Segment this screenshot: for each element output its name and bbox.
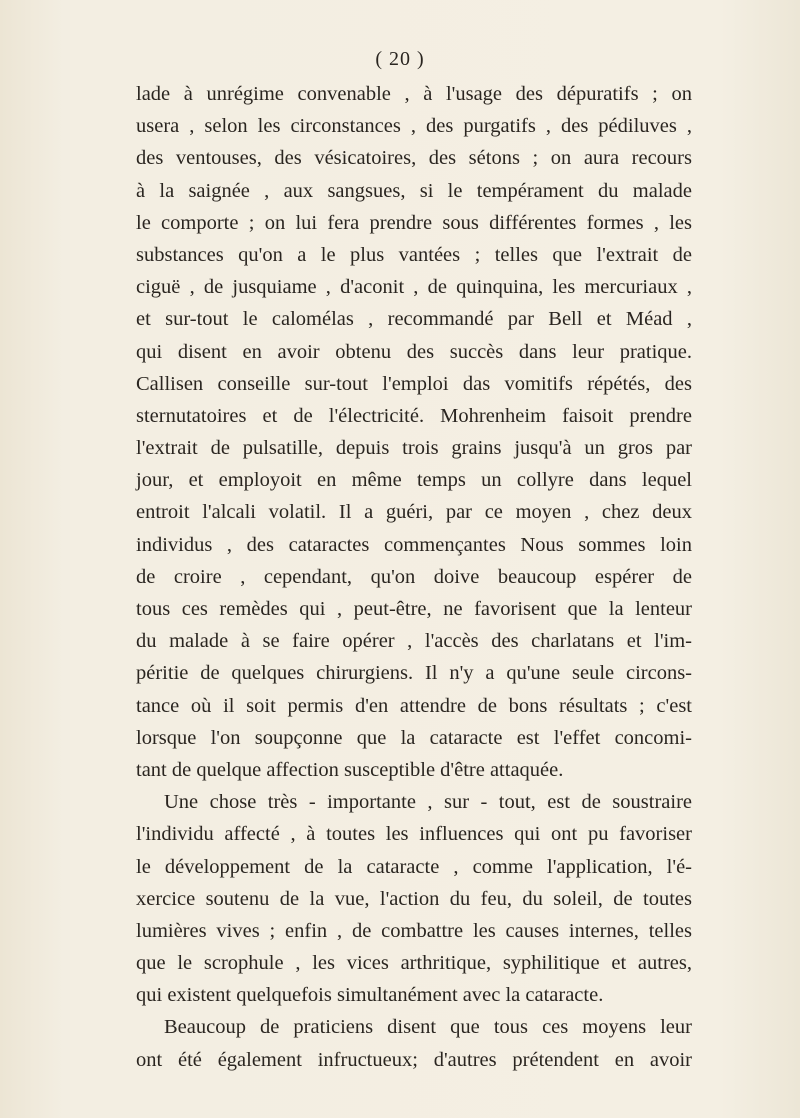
text-line: que le scrophule , les vices arthritique, syphilitique et autres,	[136, 952, 692, 975]
text-line: Beaucoup de praticiens disent que tous ces moyens leur	[164, 1016, 692, 1039]
text-line: l'individu affecté , à toutes les influences qui ont pu favoriser	[136, 823, 692, 846]
text-line: qui disent en avoir obtenu des succès dans leur pratique.	[136, 340, 692, 363]
text-line: tance où il soit permis d'en attendre de bons résultats ; c'est	[136, 694, 692, 717]
text-line: individus , des cataractes commençantes Nous sommes loin	[136, 533, 692, 556]
text-line: péritie de quelques chirurgiens. Il n'y a qu'une seule circons-	[136, 662, 692, 685]
text-line: l'extrait de pulsatille, depuis trois grains jusqu'à un gros par	[136, 437, 692, 460]
text-line: xercice soutenu de la vue, l'action du feu, du soleil, de toutes	[136, 887, 692, 910]
text-line: Une chose très - importante , sur - tout, est de soustraire	[164, 791, 692, 814]
text-line: lorsque l'on soupçonne que la cataracte est l'effet concomi-	[136, 726, 692, 749]
text-line: le comporte ; on lui fera prendre sous différentes formes , les	[136, 211, 692, 234]
text-line: du malade à se faire opérer , l'accès des charlatans et l'im-	[136, 630, 692, 653]
text-line: qui existent quelquefois simultanément avec la cataracte.	[136, 984, 604, 1007]
text-line: et sur-tout le calomélas , recommandé par Bell et Méad ,	[136, 308, 692, 331]
text-line: Callisen conseille sur-tout l'emploi das vomitifs répétés, des	[136, 372, 692, 395]
text-line: ont été également infructueux; d'autres prétendent en avoir	[136, 1048, 692, 1071]
text-line: tous ces remèdes qui , peut-être, ne favorisent que la lenteur	[136, 598, 692, 620]
text-line: à la saignée , aux sangsues, si le tempérament du malade	[136, 179, 692, 202]
text-line: jour, et employoit en même temps un collyre dans lequel	[136, 469, 692, 492]
page-number: ( 20 )	[375, 48, 425, 70]
text-line: sternutatoires et de l'électricité. Mohrenheim faisoit prendre	[136, 404, 692, 427]
text-line: de croire , cependant, qu'on doive beaucoup espérer de	[136, 565, 692, 588]
text-line: tant de quelque affection susceptible d'être attaquée.	[136, 758, 564, 781]
body-text	[136, 78, 692, 1076]
text-line: substances qu'on a le plus vantées ; telles que l'extrait de	[136, 243, 692, 266]
text-line: usera , selon les circonstances , des purgatifs , des pédiluves ,	[136, 115, 692, 138]
text-line: des ventouses, des vésicatoires, des sétons ; on aura recours	[136, 147, 692, 170]
text-line: le développement de la cataracte , comme l'application, l'é-	[136, 855, 692, 878]
text-line: ciguë , de jusquiame , d'aconit , de quinquina, les mercuriaux ,	[136, 276, 692, 299]
text-line: lumières vives ; enfin , de combattre les causes internes, telles	[136, 919, 692, 942]
text-line: lade à unrégime convenable , à l'usage des dépuratifs ; on	[136, 83, 692, 105]
text-line: entroit l'alcali volatil. Il a guéri, par ce moyen , chez deux	[136, 501, 692, 524]
